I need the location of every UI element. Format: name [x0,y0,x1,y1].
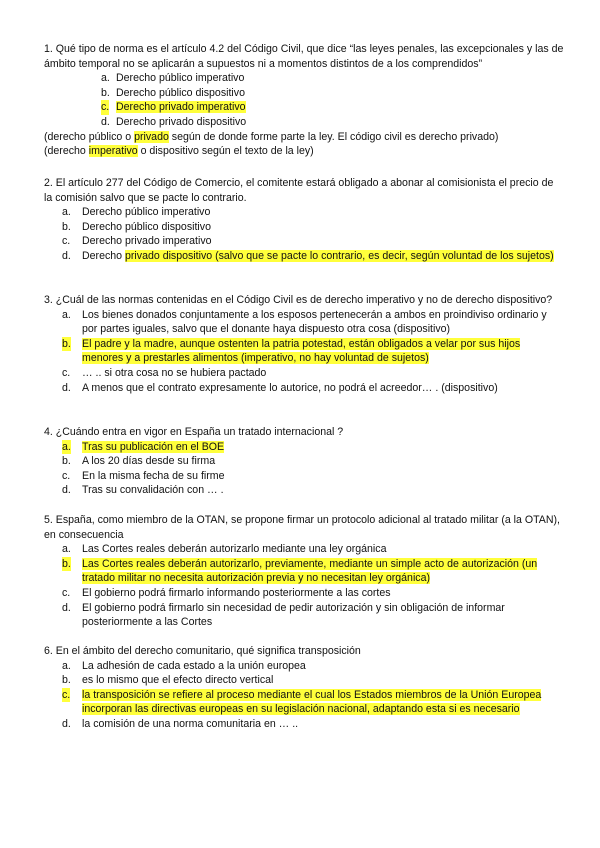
option-letter: b. [62,337,71,350]
question-text: 2. El artículo 277 del Código de Comercio, el comitente estará obligado a abonar al comisionista el precio de la comisión salvo que se pacte lo contrario. [44,177,554,204]
option-letter: d. [62,717,71,730]
question-text: 3. ¿Cuál de las normas contenidas en el Código Civil es de derecho imperativo y no de derecho dispositivo? [44,294,553,306]
option-c [44,366,564,381]
question-text: 4. ¿Cuándo entra en vigor en España un tratado internacional ? [44,426,344,438]
option-letter: c. [101,101,110,114]
option-letter: a. [62,543,71,556]
option-letter: b. [101,86,110,99]
option-text: Tras su publicación en el BOE [82,440,225,453]
option-c [44,586,564,601]
option-list [44,308,564,396]
option-letter: d. [101,115,110,128]
option-letter: a. [101,72,110,85]
option-letter: c. [62,235,71,248]
option-text: Derecho privado dispositivo [116,115,247,128]
option-letter: a. [62,659,71,672]
question-text: 5. España, como miembro de la OTAN, se propone firmar un protocolo adicional al tratado militar (a la OTAN), en consecuencia [44,514,560,541]
option-text: es lo mismo que el efecto directo vertical [82,674,274,687]
note-highlight: privado [134,130,169,143]
option-letter: b. [62,557,71,570]
question-2 [44,176,564,264]
option-text: Derecho público imperativo [116,72,245,85]
option-a [44,308,564,337]
note-highlight: imperativo [88,145,138,158]
option-letter: b. [62,455,71,468]
option-list [44,659,564,732]
option-letter: b. [62,674,71,687]
note-text: según de donde forme parte la ley. El código civil es derecho privado) [168,130,499,143]
option-text: El gobierno podrá firmarlo informando posteriormente a las cortes [82,586,391,599]
option-text: Derecho privado imperativo [82,235,212,248]
option-a [44,659,564,674]
option-text: A menos que el contrato expresamente lo autorice, no podrá el acreedor… . (dispositivo) [82,381,498,394]
option-text: A los 20 días desde su firma [82,455,216,468]
option-text: Tras su convalidación con … . [82,484,224,497]
option-letter: d. [62,601,71,614]
option-text: El padre y la madre, aunque ostenten la patria potestad, están obligados a velar por sus hijos menores y a prestarles alimentos (imperativo, no hay voluntad de sujetos) [82,337,521,365]
option-text: Derecho [82,249,125,262]
option-letter: a. [62,440,71,453]
question-6 [44,644,564,732]
question-4 [44,425,564,498]
option-b [44,673,564,688]
option-letter: c. [62,469,71,482]
option-text: la comisión de una norma comunitaria en … .. [82,717,299,730]
option-c [44,234,564,249]
option-d [44,601,564,630]
option-c [44,688,564,717]
option-list [44,542,564,630]
option-a [44,440,564,455]
option-list [44,440,564,498]
question-5 [44,513,564,630]
option-text: Derecho privado imperativo [116,101,246,114]
option-letter: c. [62,366,71,379]
note-2 [44,144,564,159]
option-a [44,71,564,86]
option-a [44,542,564,557]
option-text: La adhesión de cada estado a la unión europea [82,659,306,672]
option-text: Las Cortes reales deberán autorizarlo, previamente, mediante un simple acto de autorización (un tratado militar no necesita autorización previa y no necesitan ley orgánica) [82,557,538,585]
question-text: 1. Qué tipo de norma es el artículo 4.2 del Código Civil, que dice “las leyes penales, las excepcionales y las de ámbito temporal no se aplicarán a supuestos ni a momentos distintos de a los comprendidos” [44,43,564,70]
option-letter: a. [62,308,71,321]
note-text: (derecho público o [44,130,135,143]
option-text: Derecho público imperativo [82,206,211,219]
option-b [44,86,564,101]
option-d [44,717,564,732]
option-d [44,249,564,264]
option-text: En la misma fecha de su firme [82,469,225,482]
option-d [44,115,564,130]
option-d [44,381,564,396]
option-letter: d. [62,381,71,394]
option-d [44,483,564,498]
option-letter: b. [62,220,71,233]
option-b [44,454,564,469]
question-text: 6. En el ámbito del derecho comunitario, qué significa transposición [44,645,361,657]
option-text: El gobierno podrá firmarlo sin necesidad de pedir autorización y sin obligación de informar posteriormente a las Cortes [82,601,505,629]
option-a [44,205,564,220]
note-text: (derecho [44,145,89,158]
option-letter: c. [62,688,71,701]
option-text: Derecho público dispositivo [82,220,211,233]
option-b [44,557,564,586]
question-3 [44,293,564,395]
option-list [44,71,564,129]
option-c [44,469,564,484]
option-text: Los bienes donados conjuntamente a los esposos pertenecerán a ambos en proindiviso ordinario y por partes iguales, salvo que el donante haya dispuesto otra cosa (dispositivo) [82,308,547,336]
note-1 [44,130,564,145]
question-1 [44,42,564,159]
option-c [44,100,564,115]
option-text: … .. si otra cosa no se hubiera pactado [82,366,267,379]
option-letter: d. [62,484,71,497]
option-text: Derecho público dispositivo [116,86,245,99]
option-letter: c. [62,586,71,599]
option-letter: d. [62,249,71,262]
option-b [44,220,564,235]
option-text: la transposición se refiere al proceso mediante el cual los Estados miembros de la Unión Europea incorporan las directivas europeas en su legislación nacional, adaptando esta si es necesario [82,688,542,716]
note-text: o dispositivo según el texto de la ley) [137,145,314,158]
option-text: Las Cortes reales deberán autorizarlo mediante una ley orgánica [82,543,387,556]
option-letter: a. [62,206,71,219]
option-list [44,205,564,263]
option-highlight: privado dispositivo (salvo que se pacte lo contrario, es decir, según voluntad de los sujetos) [125,249,554,262]
option-b [44,337,564,366]
